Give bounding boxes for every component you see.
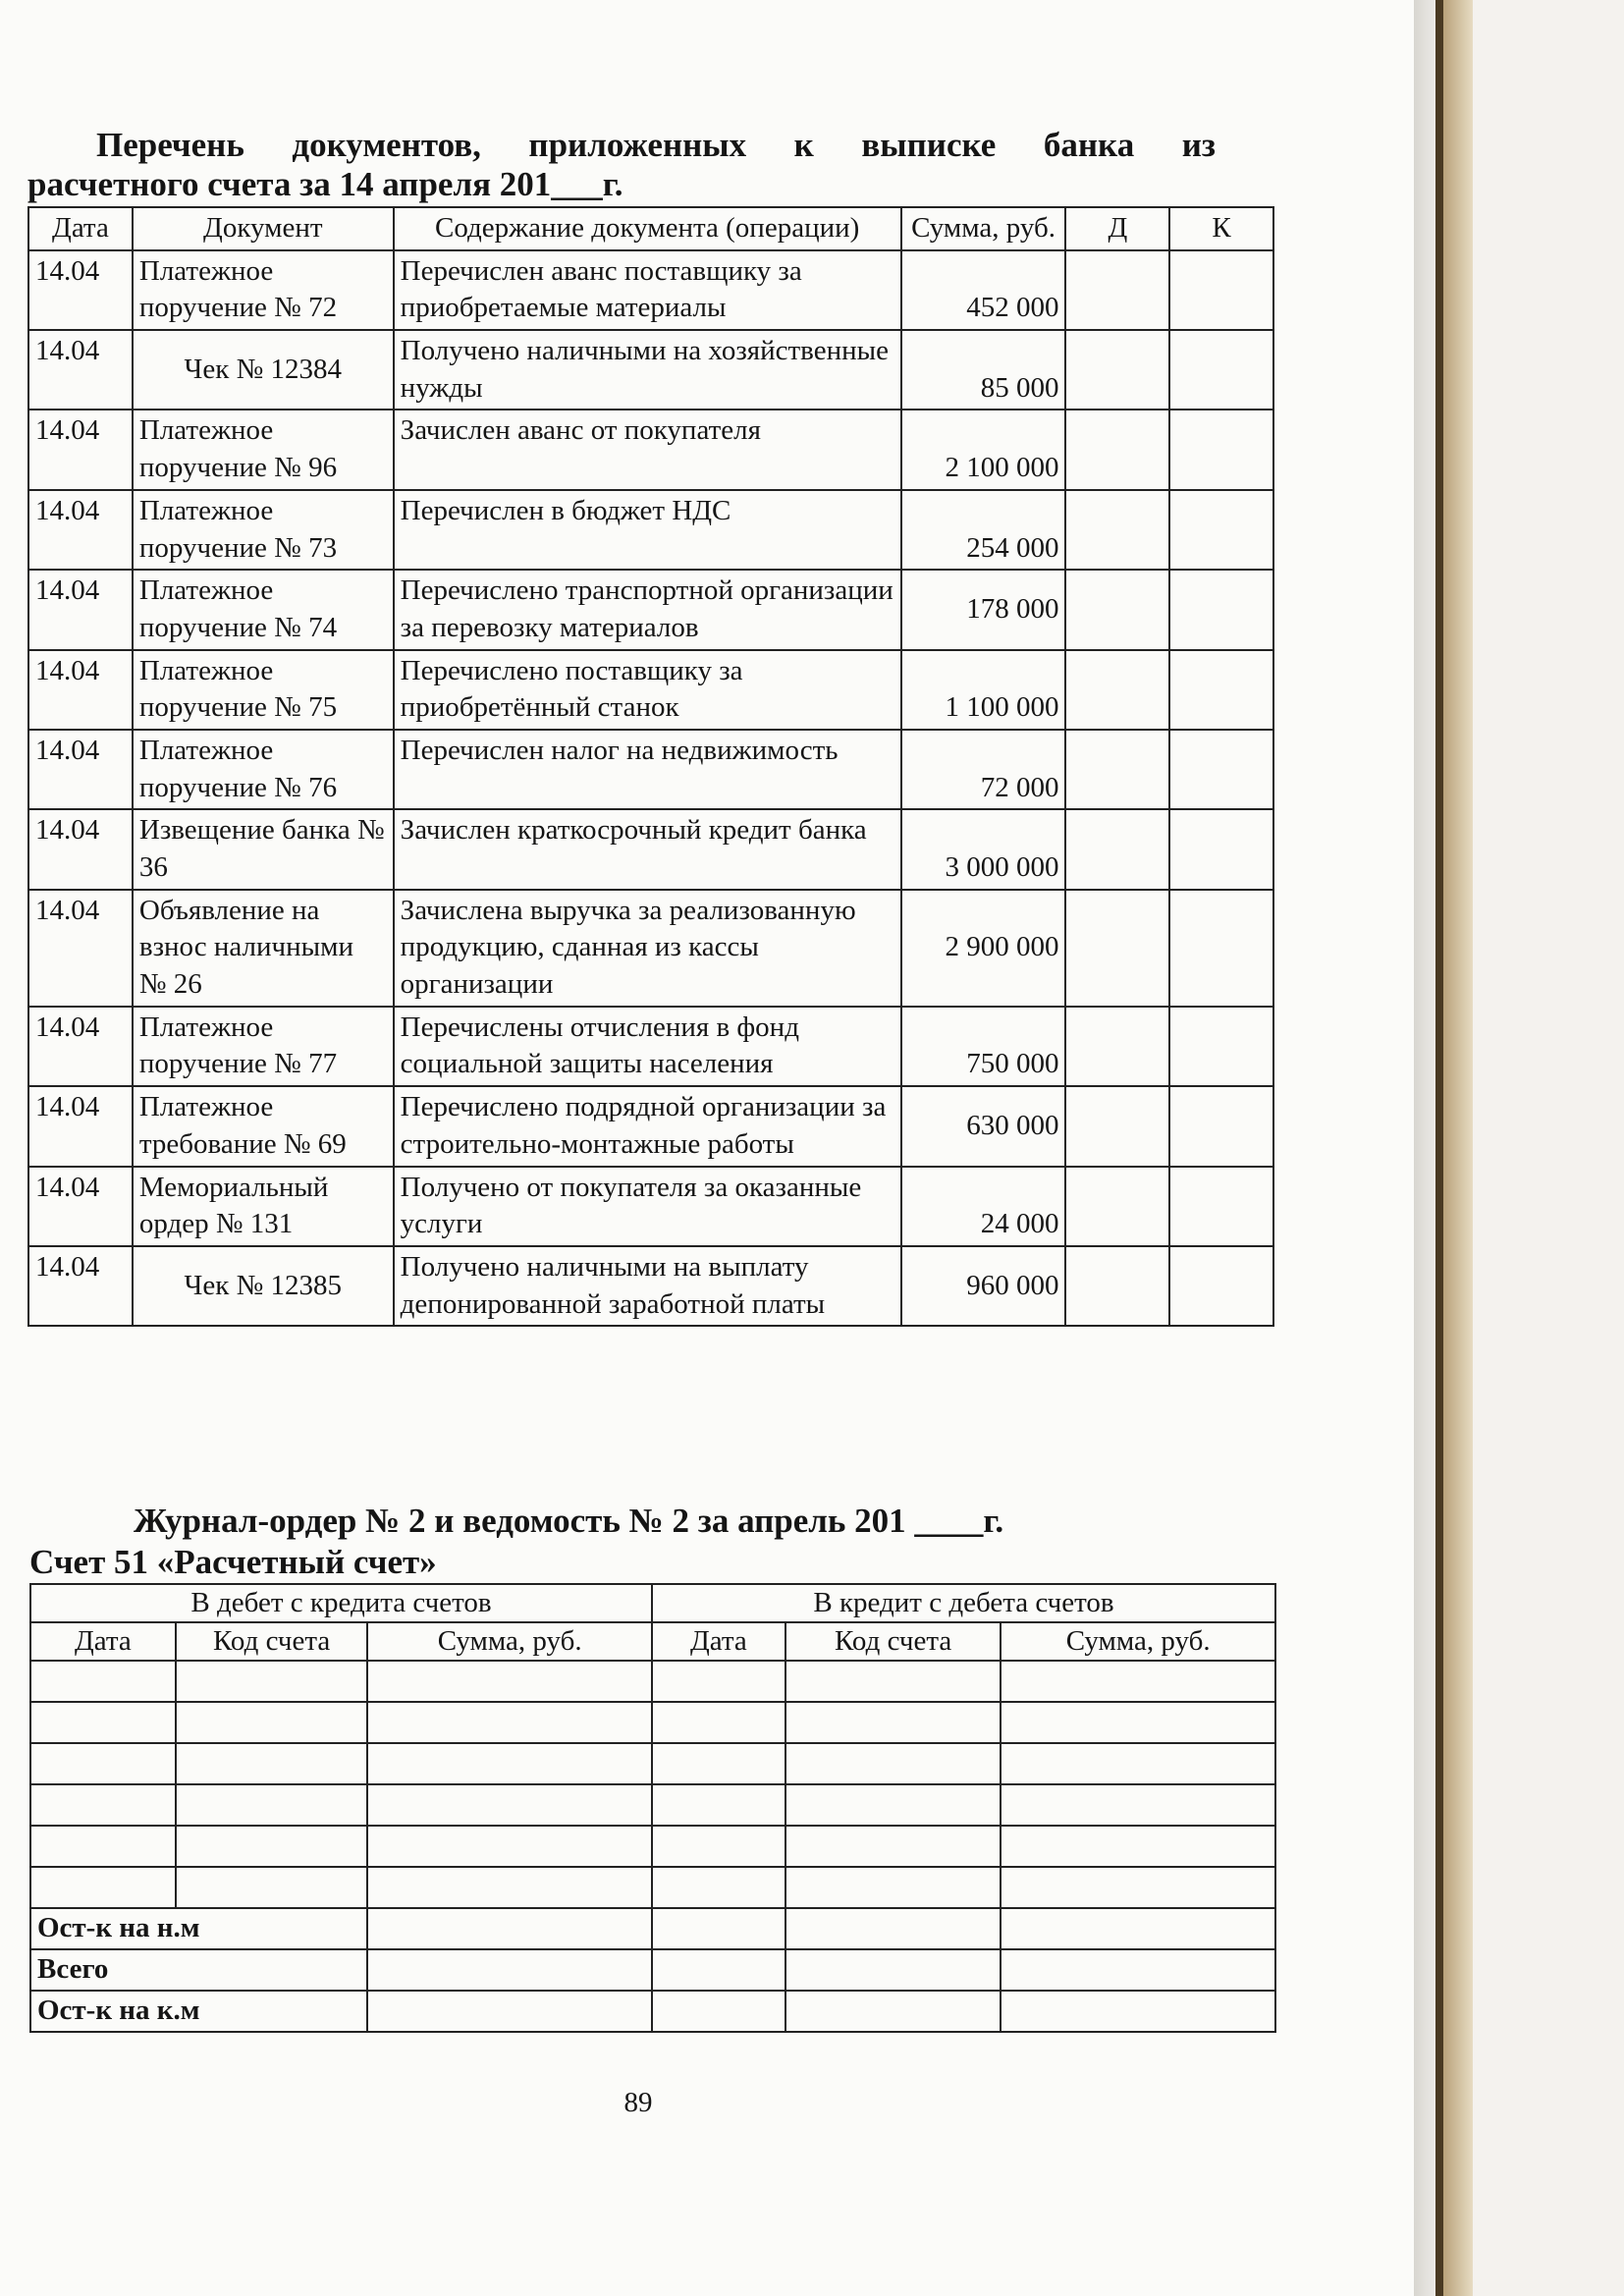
row-credit — [1169, 650, 1273, 730]
table-row — [28, 490, 1273, 570]
row-credit — [1169, 1246, 1273, 1326]
row-sum: 630 000 — [901, 1086, 1066, 1166]
table-row — [30, 1702, 1275, 1743]
row-debit — [1065, 250, 1169, 330]
row-document: Объявление на взнос наличными № 26 — [133, 890, 394, 1007]
row-debit — [1065, 890, 1169, 1007]
row-debit — [1065, 1167, 1169, 1246]
cell — [652, 1867, 785, 1908]
row-date: 14.04 — [28, 490, 133, 570]
table-row — [28, 650, 1273, 730]
header-document: Документ — [133, 207, 394, 250]
row-content: Перечислен аванс поставщику за приобретаемые материалы — [394, 250, 901, 330]
table-row — [30, 1661, 1275, 1702]
row-date: 14.04 — [28, 1007, 133, 1086]
closing-balance-label: Ост-к на к.м — [30, 1991, 367, 2032]
cell — [1001, 1661, 1275, 1702]
row-date: 14.04 — [28, 1246, 133, 1326]
row-document: Платежное поручение № 75 — [133, 650, 394, 730]
debit-sum-header: Сумма, руб. — [367, 1622, 652, 1661]
row-debit — [1065, 1007, 1169, 1086]
credit-account-header: Код счета — [785, 1622, 1001, 1661]
journal-group-header-row — [30, 1584, 1275, 1622]
credit-date-header: Дата — [652, 1622, 785, 1661]
cell — [652, 1784, 785, 1826]
statement-heading — [27, 126, 1216, 205]
row-content: Получено от покупателя за оказанные услуги — [394, 1167, 901, 1246]
row-credit — [1169, 570, 1273, 649]
row-sum: 960 000 — [901, 1246, 1066, 1326]
debit-date-header: Дата — [30, 1622, 176, 1661]
row-sum: 750 000 — [901, 1007, 1066, 1086]
cell — [176, 1702, 368, 1743]
summary-row-opening — [30, 1908, 1275, 1949]
row-credit — [1169, 809, 1273, 889]
row-content: Перечислено транспортной организации за перевозку материалов — [394, 570, 901, 649]
cell — [176, 1661, 368, 1702]
cell — [652, 1743, 785, 1784]
cell — [785, 1784, 1001, 1826]
row-credit — [1169, 730, 1273, 809]
cell — [785, 1991, 1001, 2032]
row-sum: 254 000 — [901, 490, 1066, 570]
row-sum: 2 100 000 — [901, 410, 1066, 489]
cell — [30, 1661, 176, 1702]
statement-header-row — [28, 207, 1273, 250]
row-credit — [1169, 1167, 1273, 1246]
row-date: 14.04 — [28, 1086, 133, 1166]
row-document: Извещение банка № 36 — [133, 809, 394, 889]
statement-heading-line2: расчетного счета за 14 апреля 201___г. — [27, 165, 623, 204]
table-row — [28, 250, 1273, 330]
cell — [1001, 1991, 1275, 2032]
row-date: 14.04 — [28, 650, 133, 730]
table-row — [28, 890, 1273, 1007]
table-row — [28, 730, 1273, 809]
row-debit — [1065, 410, 1169, 489]
bank-statement-table — [27, 206, 1274, 1327]
cell — [1001, 1867, 1275, 1908]
row-content: Зачислена выручка за реализованную продукцию, сданная из кассы организации — [394, 890, 901, 1007]
page-number: 89 — [623, 2087, 653, 2118]
table-row — [28, 1007, 1273, 1086]
cell — [1001, 1702, 1275, 1743]
cell — [785, 1743, 1001, 1784]
cell — [367, 1867, 652, 1908]
cell — [176, 1826, 368, 1867]
row-debit — [1065, 809, 1169, 889]
cell — [367, 1702, 652, 1743]
row-credit — [1169, 490, 1273, 570]
cell — [652, 1949, 785, 1991]
cell — [1001, 1908, 1275, 1949]
row-sum: 1 100 000 — [901, 650, 1066, 730]
journal-order-table — [29, 1583, 1276, 2033]
row-debit — [1065, 570, 1169, 649]
journal-heading-line1: Журнал-ордер № 2 и ведомость № 2 за апрель 201 ____г. — [134, 1502, 1004, 1540]
debit-account-header: Код счета — [176, 1622, 368, 1661]
row-document: Платежное требование № 69 — [133, 1086, 394, 1166]
statement-heading-line1: Перечень документов, приложенных к выписке банка из — [96, 126, 1216, 164]
row-content: Зачислен аванс от покупателя — [394, 410, 901, 489]
row-debit — [1065, 650, 1169, 730]
row-date: 14.04 — [28, 250, 133, 330]
header-date: Дата — [28, 207, 133, 250]
journal-heading — [29, 1501, 1003, 1583]
row-debit — [1065, 1246, 1169, 1326]
summary-row-total — [30, 1949, 1275, 1991]
credit-sum-header: Сумма, руб. — [1001, 1622, 1275, 1661]
cell — [30, 1826, 176, 1867]
cell — [367, 1784, 652, 1826]
row-document: Платежное поручение № 74 — [133, 570, 394, 649]
group-debit-header: В дебет с кредита счетов — [30, 1584, 652, 1622]
row-content: Перечислен в бюджет НДС — [394, 490, 901, 570]
cell — [1001, 1743, 1275, 1784]
row-sum: 3 000 000 — [901, 809, 1066, 889]
row-document: Чек № 12385 — [133, 1246, 394, 1326]
cell — [367, 1826, 652, 1867]
table-row — [28, 570, 1273, 649]
cell — [652, 1908, 785, 1949]
cell — [367, 1949, 652, 1991]
row-debit — [1065, 490, 1169, 570]
cell — [367, 1743, 652, 1784]
row-sum: 452 000 — [901, 250, 1066, 330]
cell — [30, 1743, 176, 1784]
cell — [785, 1826, 1001, 1867]
row-debit — [1065, 330, 1169, 410]
table-row — [28, 330, 1273, 410]
cell — [785, 1949, 1001, 1991]
journal-heading-line2: Счет 51 «Расчетный счет» — [29, 1543, 437, 1581]
row-credit — [1169, 1086, 1273, 1166]
cell — [652, 1702, 785, 1743]
cell — [652, 1661, 785, 1702]
cell — [1001, 1949, 1275, 1991]
cell — [785, 1867, 1001, 1908]
table-row — [30, 1784, 1275, 1826]
row-content: Перечислен налог на недвижимость — [394, 730, 901, 809]
row-credit — [1169, 250, 1273, 330]
row-debit — [1065, 1086, 1169, 1166]
table-row — [28, 809, 1273, 889]
row-document: Мемориальный ордер № 131 — [133, 1167, 394, 1246]
row-content: Получено наличными на хозяйственные нужды — [394, 330, 901, 410]
cell — [652, 1826, 785, 1867]
row-date: 14.04 — [28, 570, 133, 649]
row-document: Платежное поручение № 77 — [133, 1007, 394, 1086]
table-row — [28, 1086, 1273, 1166]
cell — [367, 1908, 652, 1949]
cell — [176, 1867, 368, 1908]
row-document: Платежное поручение № 76 — [133, 730, 394, 809]
row-sum: 24 000 — [901, 1167, 1066, 1246]
row-date: 14.04 — [28, 330, 133, 410]
cell — [367, 1991, 652, 2032]
book-cover-edge — [1443, 0, 1473, 2296]
row-content: Перечислено подрядной организации за строительно-монтажные работы — [394, 1086, 901, 1166]
group-credit-header: В кредит с дебета счетов — [652, 1584, 1275, 1622]
cell — [30, 1867, 176, 1908]
cell — [1001, 1784, 1275, 1826]
table-row — [30, 1826, 1275, 1867]
row-content: Перечислено поставщику за приобретённый станок — [394, 650, 901, 730]
opening-balance-label: Ост-к на н.м — [30, 1908, 367, 1949]
row-date: 14.04 — [28, 809, 133, 889]
table-row — [30, 1867, 1275, 1908]
row-date: 14.04 — [28, 730, 133, 809]
table-row — [30, 1743, 1275, 1784]
header-content: Содержание документа (операции) — [394, 207, 901, 250]
row-credit — [1169, 1007, 1273, 1086]
row-content: Перечислены отчисления в фонд социальной защиты населения — [394, 1007, 901, 1086]
row-date: 14.04 — [28, 410, 133, 489]
row-content: Зачислен краткосрочный кредит банка — [394, 809, 901, 889]
row-debit — [1065, 730, 1169, 809]
row-date: 14.04 — [28, 890, 133, 1007]
header-debit: Д — [1065, 207, 1169, 250]
table-row — [28, 1167, 1273, 1246]
row-sum: 2 900 000 — [901, 890, 1066, 1007]
cell — [1001, 1826, 1275, 1867]
total-label: Всего — [30, 1949, 367, 1991]
row-document: Платежное поручение № 72 — [133, 250, 394, 330]
row-document: Платежное поручение № 96 — [133, 410, 394, 489]
cell — [176, 1743, 368, 1784]
row-document: Платежное поручение № 73 — [133, 490, 394, 570]
cell — [367, 1661, 652, 1702]
cell — [785, 1661, 1001, 1702]
row-date: 14.04 — [28, 1167, 133, 1246]
cell — [785, 1702, 1001, 1743]
cell — [176, 1784, 368, 1826]
row-content: Получено наличными на выплату депонированной заработной платы — [394, 1246, 901, 1326]
cell — [30, 1702, 176, 1743]
cell — [785, 1908, 1001, 1949]
cell — [30, 1784, 176, 1826]
row-sum: 72 000 — [901, 730, 1066, 809]
header-sum: Сумма, руб. — [901, 207, 1066, 250]
row-credit — [1169, 890, 1273, 1007]
cell — [652, 1991, 785, 2032]
row-credit — [1169, 410, 1273, 489]
journal-column-header-row — [30, 1622, 1275, 1661]
row-sum: 85 000 — [901, 330, 1066, 410]
summary-row-closing — [30, 1991, 1275, 2032]
header-credit: К — [1169, 207, 1273, 250]
row-sum: 178 000 — [901, 570, 1066, 649]
table-row — [28, 410, 1273, 489]
book-edge — [1435, 0, 1443, 2296]
row-credit — [1169, 330, 1273, 410]
table-row — [28, 1246, 1273, 1326]
row-document: Чек № 12384 — [133, 330, 394, 410]
